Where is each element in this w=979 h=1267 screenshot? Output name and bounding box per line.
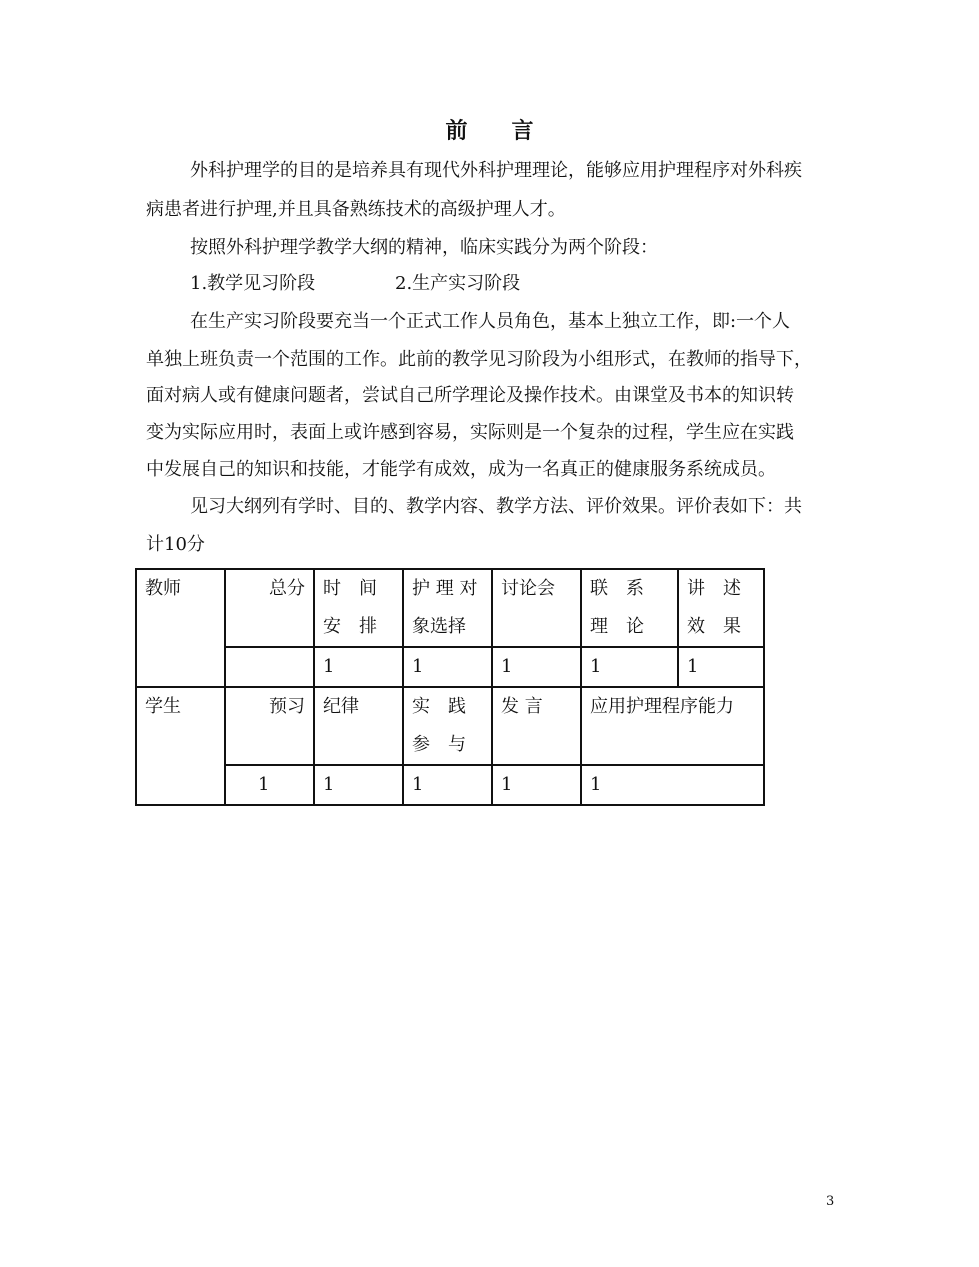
student-score-speech: 1 bbox=[492, 765, 581, 805]
stage-1: 1.教学见习阶段 bbox=[190, 273, 316, 294]
teacher-header-object: 护 理 对 象选择 bbox=[403, 569, 492, 647]
stage-list bbox=[190, 272, 315, 296]
teacher-score-row bbox=[136, 647, 764, 687]
teacher-score-theory: 1 bbox=[581, 647, 678, 687]
stage-2: 2.生产实习阶段 bbox=[395, 273, 521, 294]
student-header-discipline: 纪律 bbox=[314, 687, 403, 765]
evaluation-table bbox=[135, 568, 765, 806]
teacher-label-cell: 教师 bbox=[136, 569, 225, 687]
paragraph-4-line-2: 计10分 bbox=[146, 534, 205, 555]
page-number: 3 bbox=[826, 1194, 835, 1209]
teacher-header-lecture: 讲 述 效 果 bbox=[678, 569, 764, 647]
paragraph-2: 按照外科护理学教学大纲的精神，临床实践分为两个阶段： bbox=[190, 237, 658, 258]
student-score-row bbox=[136, 765, 764, 805]
paragraph-4-line-1: 见习大纲列有学时、目的、教学内容、教学方法、评价效果。评价表如下：共 bbox=[190, 496, 802, 517]
teacher-header-theory: 联 系 理 论 bbox=[581, 569, 678, 647]
student-header-speech: 发 言 bbox=[492, 687, 581, 765]
student-header-practice: 实 践 参 与 bbox=[403, 687, 492, 765]
paragraph-3-line-1: 在生产实习阶段要充当一个正式工作人员角色，基本上独立工作，即:一个人 bbox=[190, 311, 791, 332]
page-title bbox=[0, 114, 979, 145]
teacher-score-lecture: 1 bbox=[678, 647, 764, 687]
teacher-score-discussion: 1 bbox=[492, 647, 581, 687]
teacher-score-total bbox=[225, 647, 314, 687]
student-header-preview: 预习 bbox=[225, 687, 314, 765]
teacher-header-total: 总分 bbox=[225, 569, 314, 647]
student-score-preview: 1 bbox=[225, 765, 314, 805]
student-score-discipline: 1 bbox=[314, 765, 403, 805]
paragraph-3-line-5: 中发展自己的知识和技能，才能学有成效，成为一名真正的健康服务系统成员。 bbox=[146, 459, 776, 480]
teacher-score-time: 1 bbox=[314, 647, 403, 687]
student-score-practice: 1 bbox=[403, 765, 492, 805]
paragraph-3-line-2: 单独上班负责一个范围的工作。此前的教学见习阶段为小组形式，在教师的指导下， bbox=[146, 349, 812, 370]
teacher-header-discussion: 讨论会 bbox=[492, 569, 581, 647]
title-char-1: 前 bbox=[445, 118, 468, 144]
teacher-header-row bbox=[136, 569, 764, 647]
title-char-2: 言 bbox=[511, 118, 534, 144]
student-header-nursing-process: 应用护理程序能力 bbox=[581, 687, 764, 765]
student-label-cell: 学生 bbox=[136, 687, 225, 805]
paragraph-1-line-1: 外科护理学的目的是培养具有现代外科护理理论，能够应用护理程序对外科疾 bbox=[190, 160, 802, 181]
student-score-nursing-process: 1 bbox=[581, 765, 764, 805]
paragraph-3-line-4: 变为实际应用时，表面上或许感到容易，实际则是一个复杂的过程，学生应在实践 bbox=[146, 422, 794, 443]
student-header-row bbox=[136, 687, 764, 765]
teacher-score-object: 1 bbox=[403, 647, 492, 687]
teacher-header-time: 时 间 安 排 bbox=[314, 569, 403, 647]
paragraph-1-line-2: 病患者进行护理,并且具备熟练技术的高级护理人才。 bbox=[146, 199, 566, 220]
paragraph-3-line-3: 面对病人或有健康问题者，尝试自己所学理论及操作技术。由课堂及书本的知识转 bbox=[146, 385, 794, 406]
